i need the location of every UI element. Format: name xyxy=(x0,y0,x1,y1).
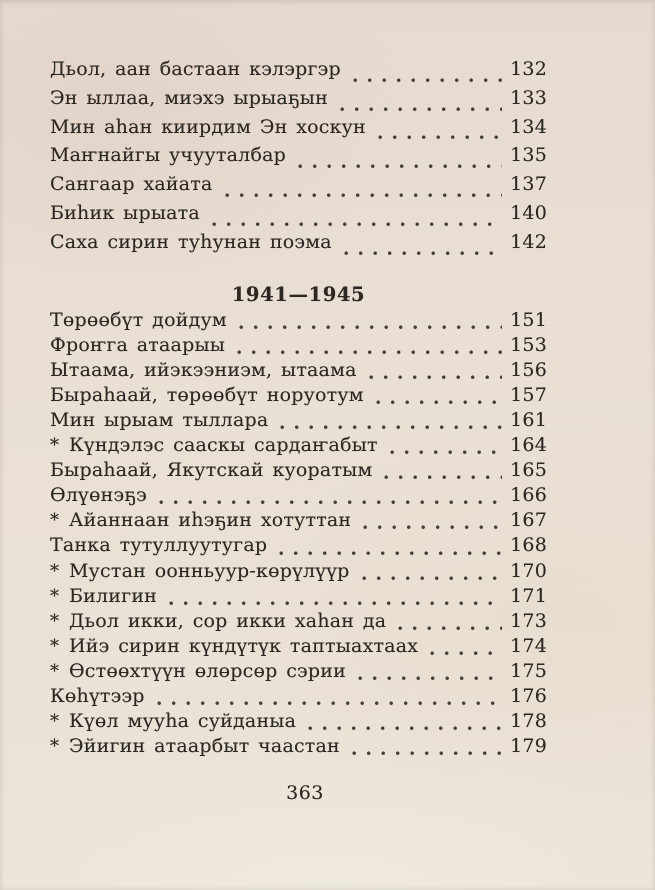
star-marker: * xyxy=(50,660,60,682)
dot-leader xyxy=(344,251,502,256)
dot-leader xyxy=(212,222,502,227)
toc-entry xyxy=(50,534,547,559)
entry-title: Сангаар хайата xyxy=(50,173,213,196)
toc-entry xyxy=(50,459,547,484)
toc-entry xyxy=(50,735,547,760)
toc-entry xyxy=(50,635,547,660)
entry-title: Өстөөхтүүн өлөрсөр сэрии xyxy=(69,659,346,682)
entry-page-number: 167 xyxy=(510,509,547,532)
entry-page-number: 176 xyxy=(510,684,547,707)
entry-page-number: 179 xyxy=(510,735,547,758)
dot-leader xyxy=(159,500,502,505)
star-marker: * xyxy=(50,610,60,632)
toc-entry xyxy=(50,116,547,145)
toc-entry xyxy=(50,434,547,459)
toc-entry-list xyxy=(50,58,547,260)
toc-entry xyxy=(50,409,547,434)
entry-page-number: 132 xyxy=(510,58,547,80)
entry-page-number: 156 xyxy=(510,358,547,381)
toc-entry xyxy=(50,560,547,585)
dot-leader xyxy=(352,751,502,756)
entry-page-number: 173 xyxy=(510,609,547,632)
toc-section xyxy=(50,58,547,260)
toc-entry xyxy=(50,585,547,610)
entry-title: Фроҥга атаарыы xyxy=(50,333,226,356)
entry-page-number: 133 xyxy=(510,86,547,109)
toc-entry-list xyxy=(50,309,547,761)
entry-title: Мин аһан киирдим Эн хоскун xyxy=(50,115,366,138)
table-of-contents xyxy=(50,58,547,760)
entry-title: Эн ыллаа, миэхэ ырыаҕын xyxy=(50,86,328,109)
entry-title: Дьол икки, сор икки хаһан да xyxy=(69,609,387,632)
entry-title: Төрөөбүт дойдум xyxy=(50,308,227,331)
star-marker: * xyxy=(50,585,60,607)
dot-leader xyxy=(169,601,502,606)
dot-leader xyxy=(340,107,502,112)
entry-title: Эйигин атаарбыт чаастан xyxy=(69,735,340,758)
dot-leader xyxy=(225,193,503,198)
star-marker: * xyxy=(50,736,60,758)
toc-entry xyxy=(50,202,547,231)
toc-section xyxy=(50,281,547,761)
dot-leader xyxy=(369,375,503,380)
entry-title: Өлүөнэҕэ xyxy=(50,484,148,507)
entry-title: Дьол, аан бастаан кэлэргэр xyxy=(50,58,341,80)
entry-page-number: 140 xyxy=(510,201,547,224)
entry-title: Биһик ырыата xyxy=(50,201,200,224)
dot-leader xyxy=(298,164,502,169)
entry-page-number: 142 xyxy=(510,230,547,253)
dot-leader xyxy=(384,475,502,480)
entry-title: Күөл мууһа суйданыа xyxy=(69,710,297,733)
entry-title: Быраһаай, Якутскай куоратым xyxy=(50,459,373,482)
dot-leader xyxy=(353,78,502,83)
entry-page-number: 151 xyxy=(510,308,547,331)
entry-page-number: 161 xyxy=(510,408,547,431)
entry-title: Саха сирин туһунан поэма xyxy=(50,230,332,253)
dot-leader xyxy=(157,701,502,706)
dot-leader xyxy=(378,135,502,140)
entry-title: Быраһаай, төрөөбүт норуотум xyxy=(50,383,364,406)
dot-leader xyxy=(390,450,502,455)
toc-entry xyxy=(50,384,547,409)
entry-title: Көһүтээр xyxy=(50,684,145,707)
star-marker: * xyxy=(50,635,60,657)
toc-entry xyxy=(50,87,547,116)
star-marker: * xyxy=(50,510,60,532)
star-marker: * xyxy=(50,560,60,582)
toc-entry xyxy=(50,173,547,202)
entry-page-number: 153 xyxy=(510,333,547,356)
dot-leader xyxy=(239,325,502,330)
toc-entry xyxy=(50,685,547,710)
entry-title: Күндэлэс сааскы сардаҥабыт xyxy=(69,434,378,457)
entry-page-number: 165 xyxy=(510,459,547,482)
toc-entry xyxy=(50,660,547,685)
dot-leader xyxy=(398,626,502,631)
dot-leader xyxy=(362,576,503,581)
entry-title: Мустан оонньуур-көрүлүүр xyxy=(69,559,350,582)
toc-entry xyxy=(50,359,547,384)
entry-title: Маҥнайгы учууталбар xyxy=(50,144,286,167)
entry-title: Мин ырыам тыллара xyxy=(50,408,269,431)
entry-page-number: 157 xyxy=(510,383,547,406)
entry-page-number: 135 xyxy=(510,144,547,167)
toc-entry xyxy=(50,231,547,260)
entry-page-number: 170 xyxy=(510,559,547,582)
entry-page-number: 164 xyxy=(510,434,547,457)
dot-leader xyxy=(308,726,502,731)
entry-page-number: 175 xyxy=(510,659,547,682)
entry-title: Танка тутуллуутугар xyxy=(50,534,268,557)
dot-leader xyxy=(358,676,502,681)
toc-entry xyxy=(50,710,547,735)
toc-entry xyxy=(50,484,547,509)
entry-page-number: 174 xyxy=(510,634,547,657)
toc-entry xyxy=(50,309,547,334)
entry-page-number: 137 xyxy=(510,173,547,196)
entry-title: Айаннаан иһэҕин хотуттан xyxy=(69,509,352,532)
dot-leader xyxy=(363,525,502,530)
toc-entry xyxy=(50,58,547,87)
toc-entry xyxy=(50,334,547,359)
dot-leader xyxy=(237,350,502,355)
dot-leader xyxy=(280,425,502,430)
toc-entry xyxy=(50,610,547,635)
entry-page-number: 166 xyxy=(510,484,547,507)
dot-leader xyxy=(279,551,502,556)
toc-entry xyxy=(50,509,547,534)
toc-entry xyxy=(50,144,547,173)
entry-page-number: 168 xyxy=(510,534,547,557)
entry-title: Билигин xyxy=(69,584,158,607)
dot-leader xyxy=(430,651,502,656)
section-heading: 1941—1945 xyxy=(231,282,366,306)
entry-title: Ийэ сирин күндүтүк таптыахтаах xyxy=(69,634,419,657)
star-marker: * xyxy=(50,435,60,457)
dot-leader xyxy=(376,400,502,405)
entry-page-number: 178 xyxy=(510,710,547,733)
entry-page-number: 171 xyxy=(510,584,547,607)
entry-page-number: 134 xyxy=(510,115,547,138)
page-number: 363 xyxy=(286,782,324,804)
entry-title: Ытаама, ийэкээниэм, ытаама xyxy=(50,358,357,381)
star-marker: * xyxy=(50,711,60,733)
